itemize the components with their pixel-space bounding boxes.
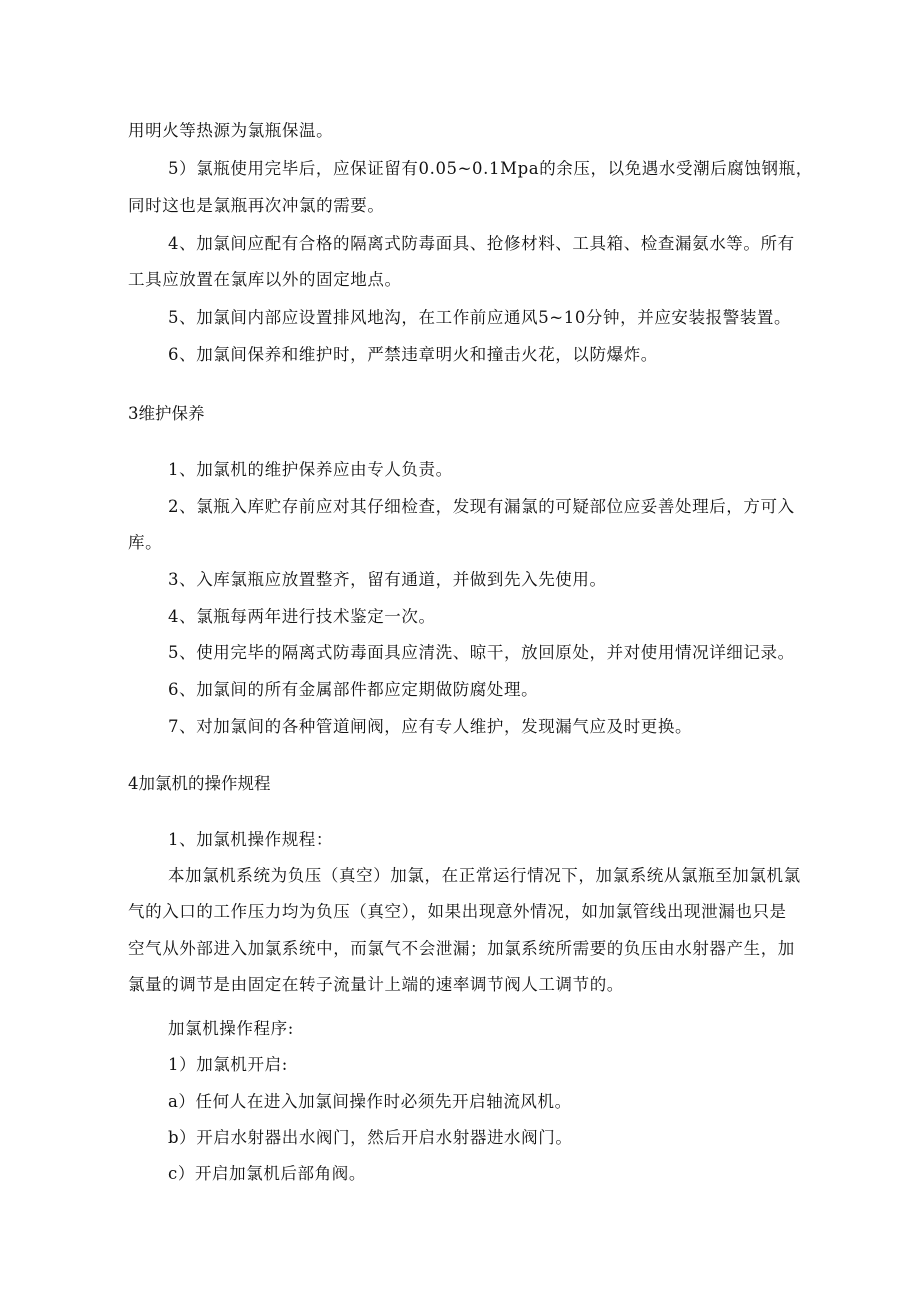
section-heading-maintenance: 3维护保养 — [128, 404, 205, 423]
list-item: b）开启水射器出水阀门，然后开启水射器进水阀门。 — [168, 1128, 573, 1147]
list-item: 4、氯瓶每两年进行技术鉴定一次。 — [168, 607, 436, 626]
paragraph-line: 用明火等热源为氯瓶保温。 — [128, 121, 334, 140]
paragraph-line: 氯量的调节是由固定在转子流量计上端的速率调节阀人工调节的。 — [128, 975, 624, 994]
list-item: 6、加氯间的所有金属部件都应定期做防腐处理。 — [168, 680, 539, 699]
paragraph-line: 5、加氯间内部应设置排风地沟，在工作前应通风5~10分钟，并应安装报警装置。 — [168, 308, 792, 327]
paragraph-line: 气的入口的工作压力均为负压（真空），如果出现意外情况，如加氯管线出现泄漏也只是 — [128, 902, 787, 921]
paragraph-line: 本加氯机系统为负压（真空）加氯，在正常运行情况下，加氯系统从氯瓶至加氯机氯 — [168, 866, 801, 885]
list-item: 1）加氯机开启: — [168, 1055, 288, 1074]
section-heading-operation: 4加氯机的操作规程 — [128, 774, 271, 793]
paragraph-line: 空气从外部进入加氯系统中，而氯气不会泄漏；加氯系统所需要的负压由水射器产生，加 — [128, 939, 795, 958]
list-item-continuation: 库。 — [128, 533, 163, 552]
paragraph-line: 5）氯瓶使用完毕后，应保证留有0.05~0.1Mpa的余压，以免遇水受潮后腐蚀钢瓶， — [168, 159, 813, 178]
list-item: 3、入库氯瓶应放置整齐，留有通道，并做到先入先使用。 — [168, 570, 607, 589]
list-item: 1、加氯机操作规程： — [168, 830, 333, 849]
paragraph-line: 6、加氯间保养和维护时，严禁违章明火和撞击火花，以防爆炸。 — [168, 345, 658, 364]
list-item: 1、加氯机的维护保养应由专人负责。 — [168, 460, 453, 479]
list-item: 2、氯瓶入库贮存前应对其仔细检查，发现有漏氯的可疑部位应妥善处理后，方可入 — [168, 497, 795, 516]
paragraph-line: 同时这也是氯瓶再次冲氯的需要。 — [128, 196, 385, 215]
paragraph-line: 4、加氯间应配有合格的隔离式防毒面具、抢修材料、工具箱、检查漏氨水等。所有 — [168, 234, 795, 253]
list-item: 7、对加氯间的各种管道闸阀，应有专人维护，发现漏气应及时更换。 — [168, 717, 693, 736]
list-item: a）任何人在进入加氯间操作时必须先开启轴流风机。 — [168, 1092, 572, 1111]
paragraph-line: 工具应放置在氯库以外的固定地点。 — [128, 270, 402, 289]
list-item: c）开启加氯机后部角阀。 — [168, 1164, 366, 1183]
list-item: 5、使用完毕的隔离式防毒面具应清洗、晾干，放回原处，并对使用情况详细记录。 — [168, 643, 795, 662]
paragraph-line: 加氯机操作程序: — [168, 1019, 294, 1038]
